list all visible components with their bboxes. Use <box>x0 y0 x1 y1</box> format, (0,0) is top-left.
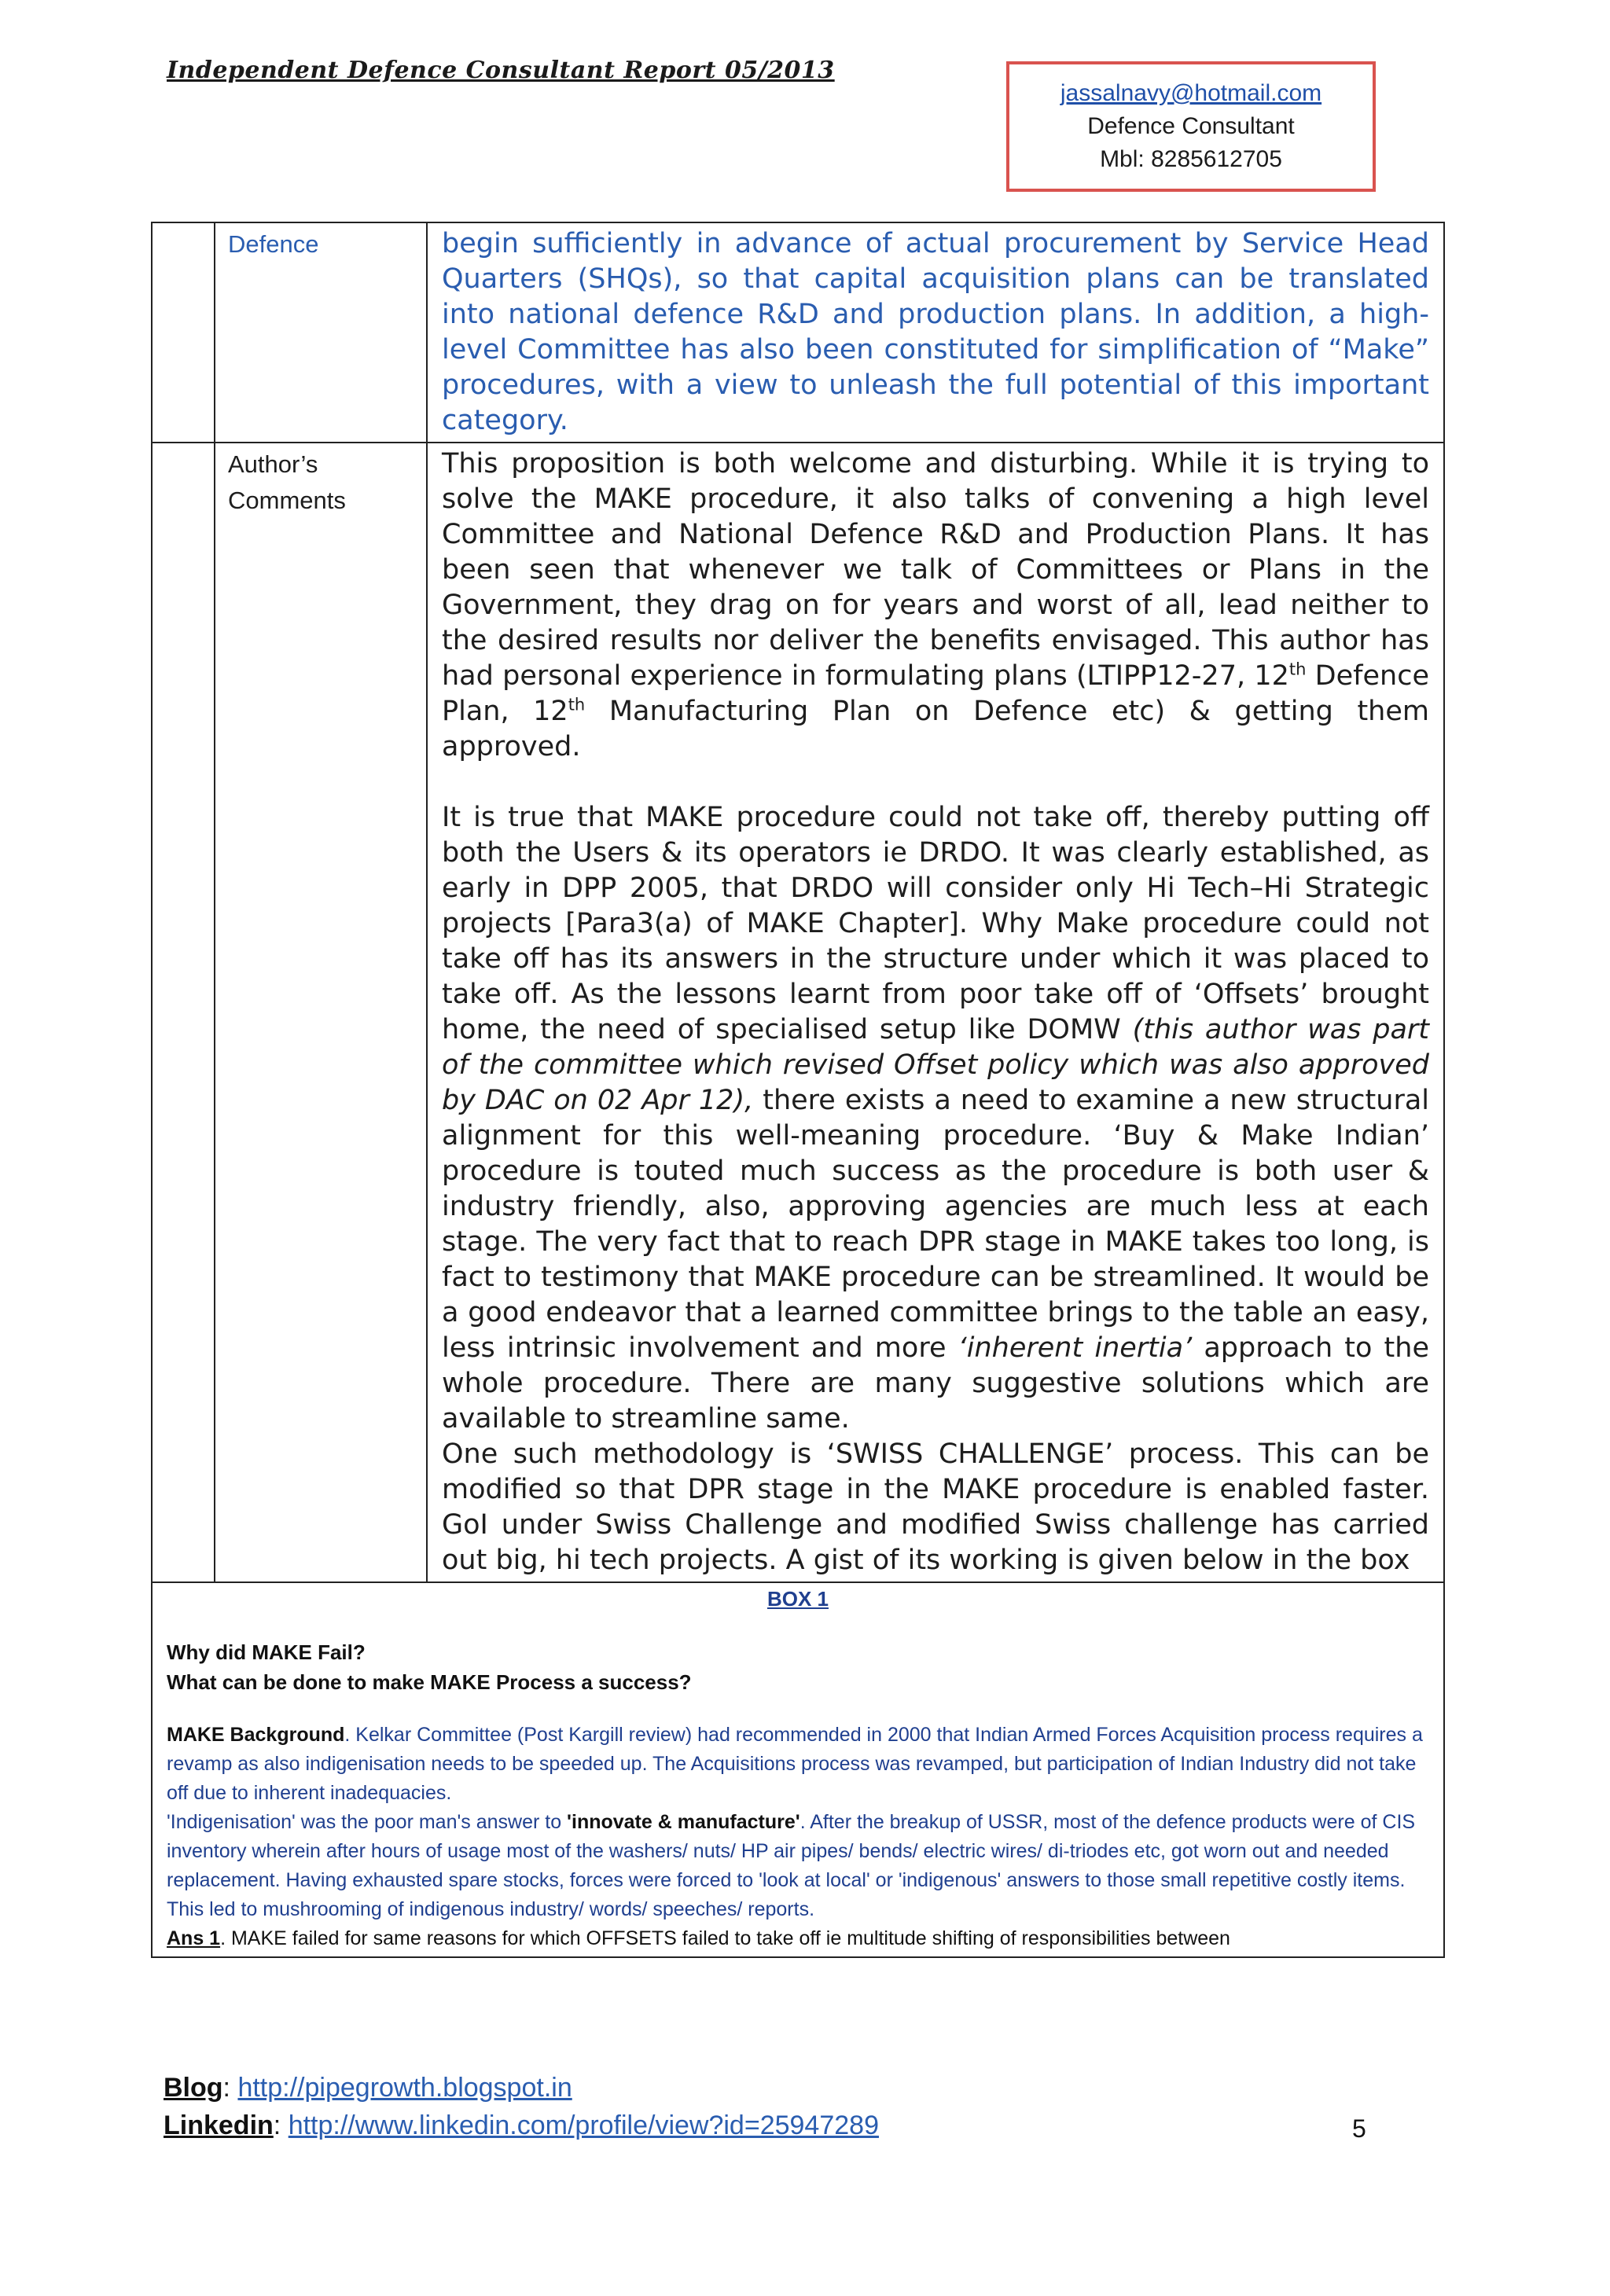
linkedin-link[interactable]: http://www.linkedin.com/profile/view?id=25947289 <box>288 2110 879 2140</box>
comment-paragraph-2: It is true that MAKE procedure could not take off, thereby putting off both the Users & its operators ie DRDO. It was clearly established, as early in DPP 2005, that DRDO will consider only Hi Tech–Hi Strategic projects [Para3(a) of MAKE Chapter]. Why Make procedure could not take off has its answers in the structure under which it was placed to take off. As the lessons learnt from poor take off of ‘Offsets’ brought home, the need of specialised setup like DOMW (this author was part of the committee which revised Offset policy which was also approved by DAC on 02 Apr 12), there exists a need to examine a new structural alignment for this well-meaning procedure. ‘Buy & Make Indian’ procedure is touted much success as the procedure is both user & industry friendly, also, approving agencies are much less at each stage. The very fact that to reach DPR stage in MAKE takes too long, is fact to testimony that MAKE procedure can be streamlined. It would be a good endeavor that a learned committee brings to the table an easy, less intrinsic involvement and more ‘inherent inertia’ approach to the whole procedure. There are many suggestive solutions which are available to streamline same. <box>442 802 1430 1435</box>
table-row-defence <box>152 222 1444 443</box>
blog-link[interactable]: http://pipegrowth.blogspot.in <box>237 2073 572 2103</box>
row-index-cell <box>152 443 215 1582</box>
row-index-cell <box>152 222 215 443</box>
box-1 <box>152 1582 1444 1957</box>
contact-role: Defence Consultant <box>1087 113 1295 139</box>
page-number: 5 <box>1352 2114 1366 2143</box>
comment-paragraph-1: This proposition is both welcome and disturbing. While it is trying to solve the MAKE procedure, it also talks of convening a high level Committee and National Defence R&D and Production Plans. It has been seen that whenever we talk of Committees or Plans in the Government, they drag on for years and worst of all, lead neither to the desired results nor deliver the benefits envisaged. This author has had personal experience in formulating plans (LTIPP12-27, 12th Defence Plan, 12th Manufacturing Plan on Defence etc) & getting them approved. <box>442 448 1429 762</box>
box-question-1: Why did MAKE Fail? <box>167 1640 366 1664</box>
table-row-box <box>152 1582 1444 1957</box>
row-text-authors-comments <box>427 443 1444 1582</box>
table-row-authors-comments <box>152 443 1444 1582</box>
comment-paragraph-3: One such methodology is ‘SWISS CHALLENGE’ process. This can be modified so that DPR stage in the MAKE procedure is enabled faster. GoI under Swiss Challenge and modified Swiss challenge has carried out big, hi tech projects. A gist of its working is given below in the box <box>442 1438 1429 1576</box>
label-line-2: Comments <box>228 487 346 514</box>
footer-blog: Blog: http://pipegrowth.blogspot.in <box>164 2073 572 2103</box>
footer <box>164 2069 879 2144</box>
box-question-2: What can be done to make MAKE Process a success? <box>167 1670 692 1694</box>
contact-email-link[interactable]: jassalnavy@hotmail.com <box>1060 80 1322 106</box>
label-line-1: Author’s <box>228 450 318 478</box>
box-indigenisation-paragraph: 'Indigenisation' was the poor man's answer to 'innovate & manufacture'. After the breakup of USSR, most of the defence products were of CIS inventory wherein after hours of usage most of the washers/ nuts/ HP air pipes/ bends/ electric wires/ di-triodes etc, got worn out and needed replacement. Having exhausted spare stocks, forces were forced to 'look at local' or 'indigenous' answers to those small repetitive costly items. This led to mushrooming of indigenous industry/ words/ speeches/ reports. <box>167 1811 1416 1920</box>
footer-linkedin: Linkedin: http://www.linkedin.com/profile/view?id=25947289 <box>164 2110 879 2140</box>
contact-mobile: Mbl: 8285612705 <box>1100 146 1282 172</box>
box-answer-1: Ans 1. MAKE failed for same reasons for which OFFSETS failed to take off ie multitude shifting of responsibilities between <box>167 1927 1230 1949</box>
row-label-defence: Defence <box>215 222 427 443</box>
box-background-paragraph: MAKE Background. Kelkar Committee (Post Kargill review) had recommended in 2000 that Indian Armed Forces Acquisition process requires a revamp as also indigenisation needs to be speeded up. The Acquisitions process was revamped, but participation of Indian Industry did not take off due to inherent inadequacies. <box>167 1724 1423 1804</box>
content-table <box>151 222 1445 1958</box>
report-title: Independent Defence Consultant Report 05/2013 <box>167 57 835 84</box>
box-title: BOX 1 <box>766 1587 829 1611</box>
row-text-defence: begin sufficiently in advance of actual procurement by Service Head Quarters (SHQs), so that capital acquisition plans can be translated into national defence R&D and production plans. In addition, a high-level Committee has also been constituted for simplification of “Make” procedures, with a view to unleash the full potential of this important category. <box>427 222 1444 443</box>
row-label-authors-comments <box>215 443 427 1582</box>
contact-box <box>1006 61 1376 192</box>
